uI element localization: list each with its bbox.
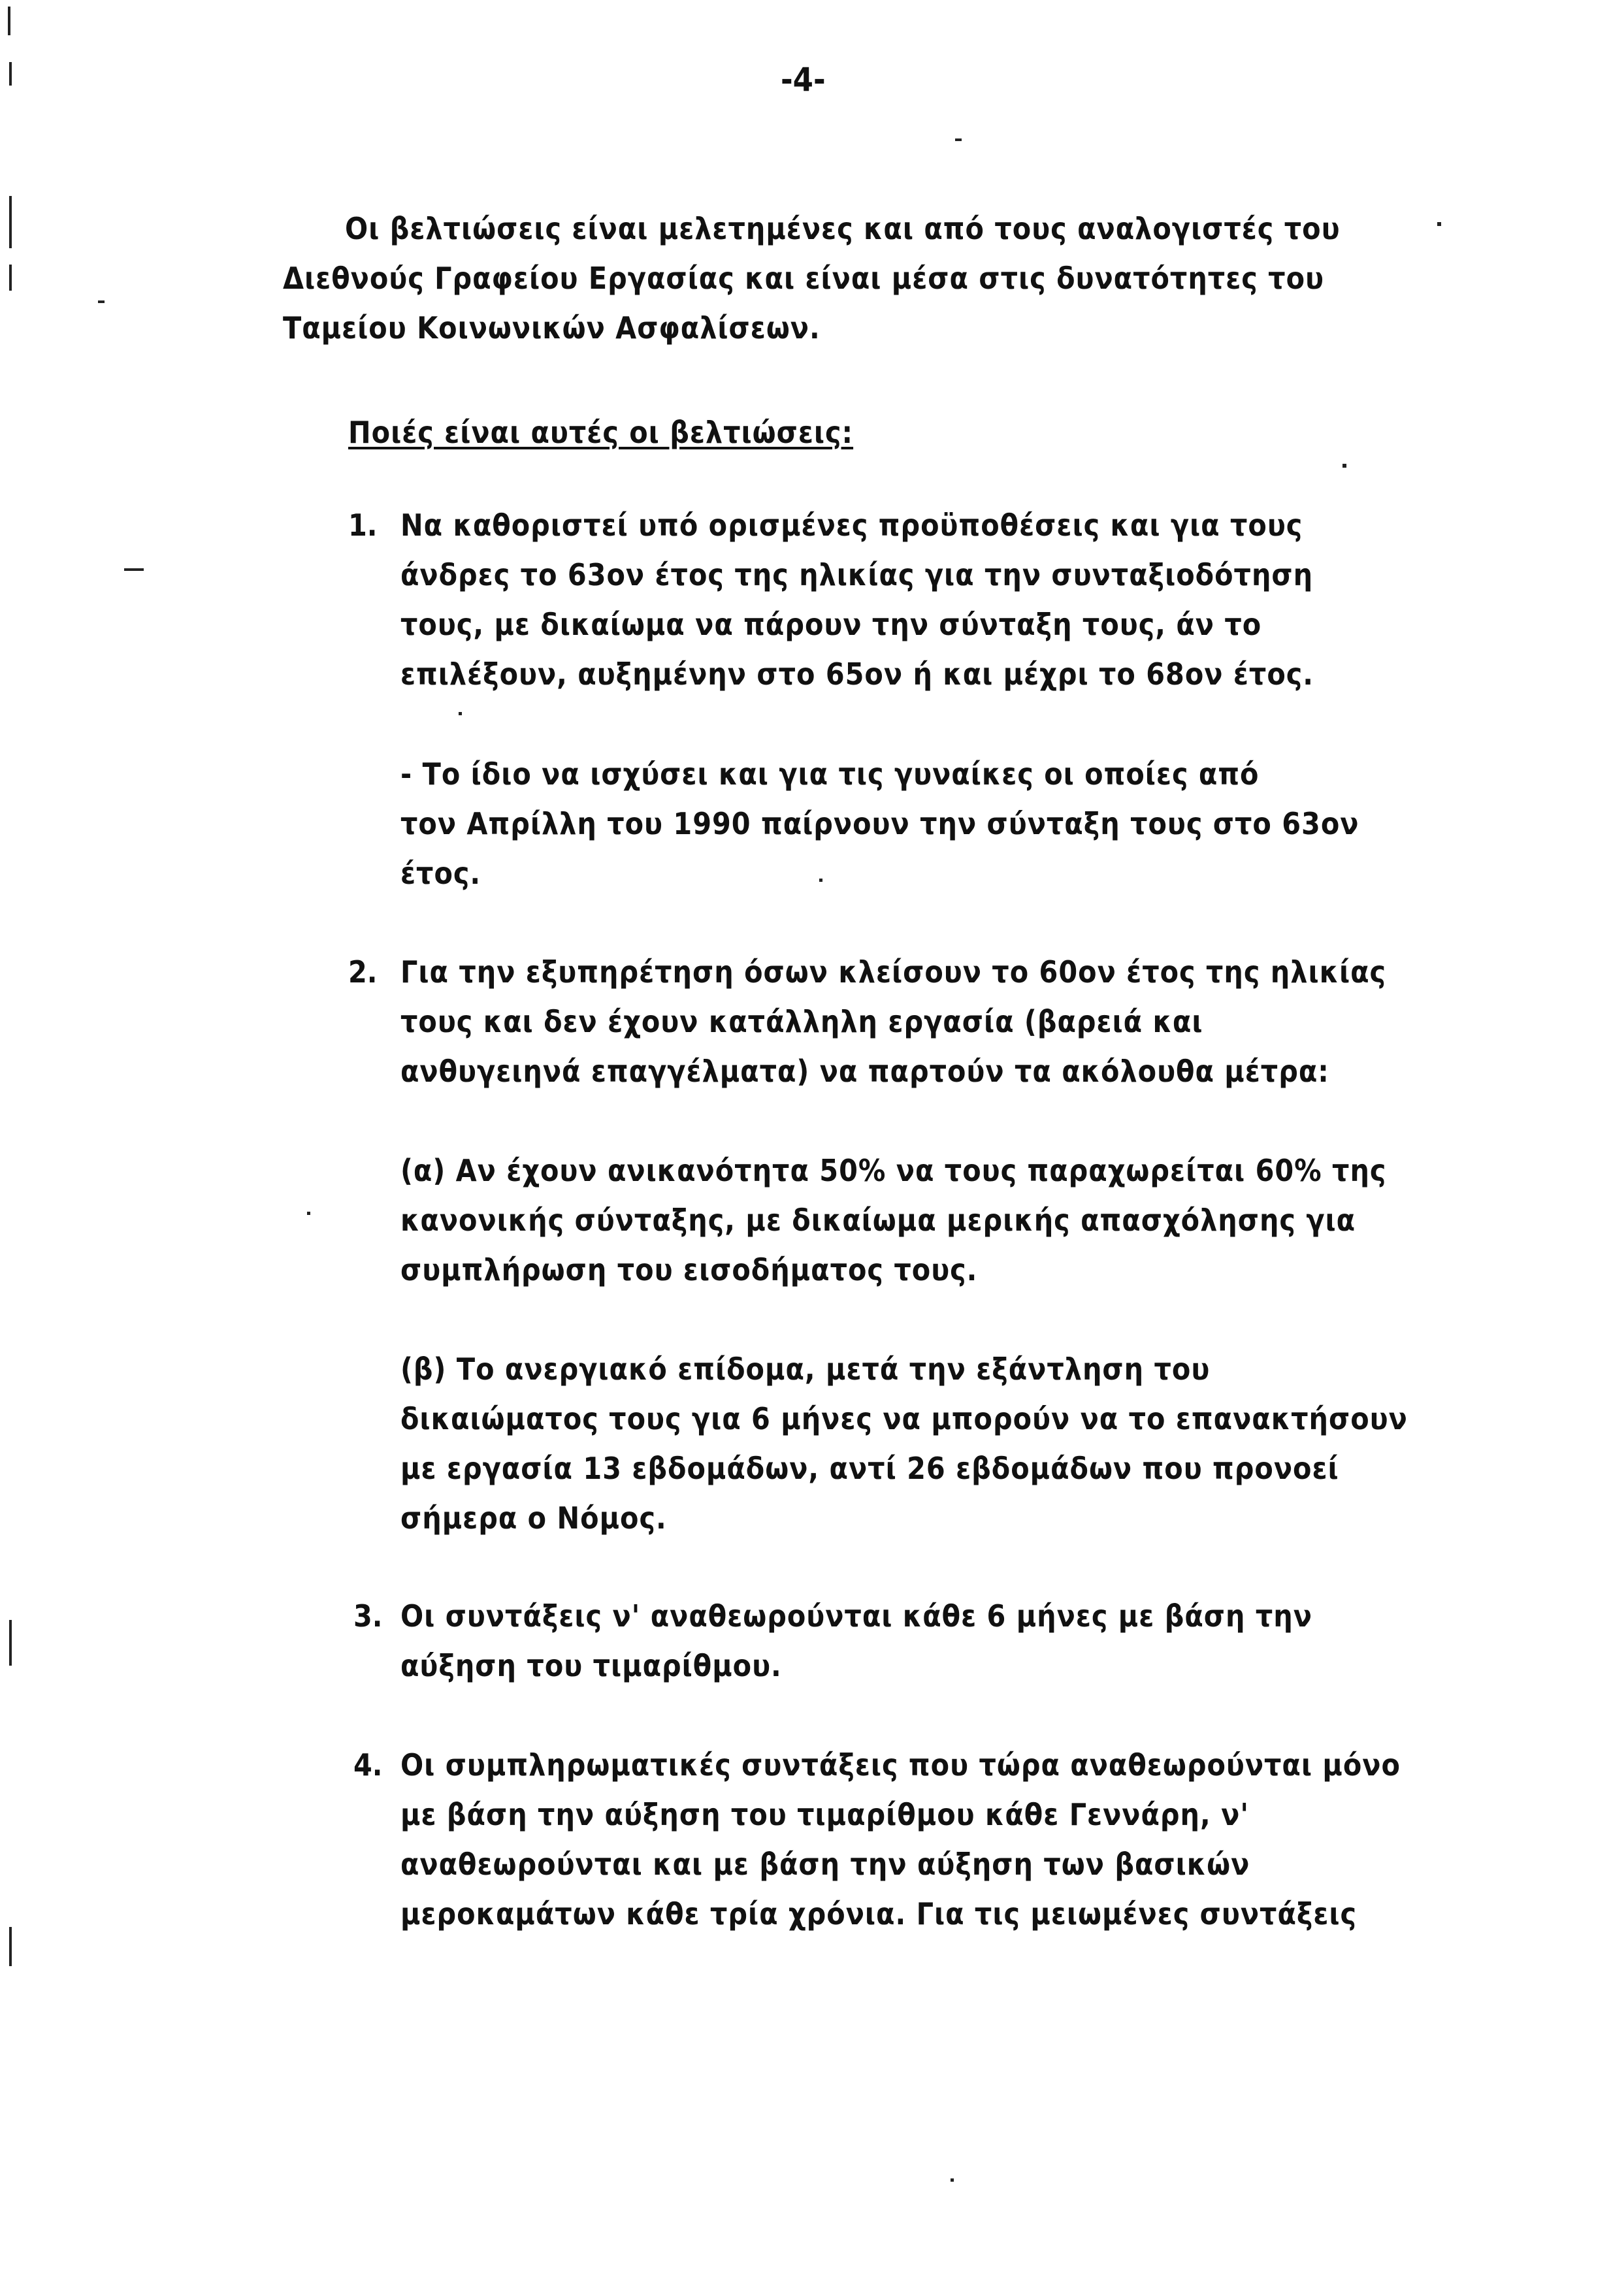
scan-mark xyxy=(9,1927,12,1966)
scan-mark xyxy=(8,7,10,35)
section-heading: Ποιές είναι αυτές οι βελτιώσεις: xyxy=(348,415,854,450)
item-2-b-line-1: (β) Το ανεργιακό επίδομα, μετά την εξάντληση του xyxy=(400,1351,1211,1387)
scan-mark xyxy=(9,62,12,86)
item-2-a-line-2: κανονικής σύνταξης, με δικαίωμα μερικής απασχόλησης για xyxy=(400,1203,1356,1238)
intro-line-1: Οι βελτιώσεις είναι μελετημένες και από τους αναλογιστές του xyxy=(345,211,1341,246)
item-3-number: 3. xyxy=(353,1598,383,1634)
item-1-number: 1. xyxy=(348,508,378,543)
item-4-line-4: μεροκαμάτων κάθε τρία χρόνια. Για τις μειωμένες συντάξεις xyxy=(400,1896,1358,1932)
scan-mark xyxy=(955,138,962,141)
item-1-line-1: Να καθοριστεί υπό ορισμένες προϋποθέσεις και για τους xyxy=(400,508,1303,543)
item-1-sub-line-2: τον Απρίλλη του 1990 παίρνουν την σύνταξη τους στο 63ον xyxy=(400,806,1359,841)
intro-line-3: Ταμείου Κοινωνικών Ασφαλίσεων. xyxy=(283,310,821,346)
scan-mark xyxy=(9,1620,12,1666)
item-1-line-4: επιλέξουν, αυξημένην στο 65ον ή και μέχρι το 68ον έτος. xyxy=(400,656,1314,692)
item-1-sub-line-1: - Το ίδιο να ισχύσει και για τις γυναίκες οι οποίες από xyxy=(400,756,1260,792)
scan-mark xyxy=(819,879,822,882)
scan-mark xyxy=(98,300,105,303)
item-4-line-3: αναθεωρούνται και με βάση την αύξηση των βασικών xyxy=(400,1847,1250,1882)
item-1-line-2: άνδρες το 63ον έτος της ηλικίας για την συνταξιοδότηση xyxy=(400,557,1314,592)
scan-mark xyxy=(459,712,462,715)
scan-mark xyxy=(1342,464,1346,468)
item-2-number: 2. xyxy=(348,954,378,990)
item-2-line-2: τους και δεν έχουν κατάλληλη εργασία (βαρειά και xyxy=(400,1004,1203,1039)
scan-mark xyxy=(1437,222,1441,226)
item-3-line-1: Οι συντάξεις ν' αναθεωρούνται κάθε 6 μήνες με βάση την xyxy=(400,1598,1312,1634)
item-4-number: 4. xyxy=(353,1747,383,1783)
item-2-line-3: ανθυγειηνά επαγγέλματα) να παρτούν τα ακόλουθα μέτρα: xyxy=(400,1054,1329,1089)
item-2-b-line-4: σήμερα ο Νόμος. xyxy=(400,1500,667,1536)
item-4-line-2: με βάση την αύξηση του τιμαρίθμου κάθε Γεννάρη, ν' xyxy=(400,1797,1249,1832)
item-1-line-3: τους, με δικαίωμα να πάρουν την σύνταξη τους, άν το xyxy=(400,607,1262,642)
scan-mark xyxy=(951,2178,954,2182)
scan-mark xyxy=(307,1212,310,1215)
scan-mark xyxy=(9,265,12,291)
item-3-line-2: αύξηση του τιμαρίθμου. xyxy=(400,1648,782,1683)
scan-mark xyxy=(124,568,144,571)
page-number: -4- xyxy=(781,61,826,99)
item-2-line-1: Για την εξυπηρέτηση όσων κλείσουν το 60ον έτος της ηλικίας xyxy=(400,954,1387,990)
item-2-b-line-3: με εργασία 13 εβδομάδων, αντί 26 εβδομάδων που προνοεί xyxy=(400,1451,1339,1486)
scan-mark xyxy=(9,196,12,248)
item-2-a-line-3: συμπλήρωση του εισοδήματος τους. xyxy=(400,1252,978,1287)
item-2-b-line-2: δικαιώματος τους για 6 μήνες να μπορούν να το επανακτήσουν xyxy=(400,1401,1408,1436)
item-4-line-1: Οι συμπληρωματικές συντάξεις που τώρα αναθεωρούνται μόνο xyxy=(400,1747,1401,1783)
item-2-a-line-1: (α) Αν έχουν ανικανότητα 50% να τους παραχωρείται 60% της xyxy=(400,1153,1387,1188)
item-1-sub-line-3: έτος. xyxy=(400,856,481,891)
intro-line-2: Διεθνούς Γραφείου Εργασίας και είναι μέσα στις δυνατότητες του xyxy=(283,261,1324,296)
